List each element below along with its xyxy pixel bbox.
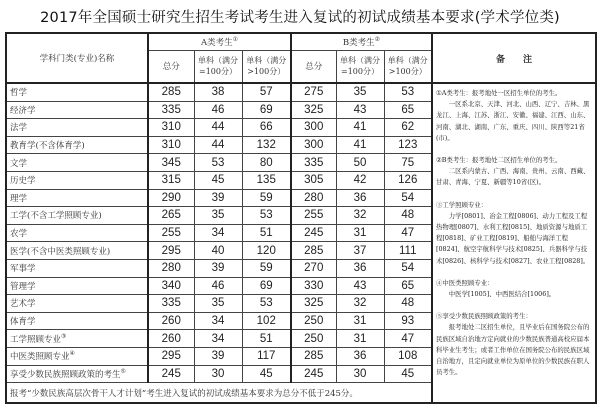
header-a-single-over100: 单科（满分>100分） <box>242 50 291 83</box>
a-total: 260 <box>148 330 194 348</box>
a-single-over100: 53 <box>242 207 291 225</box>
note-block <box>436 278 592 300</box>
b-single-100: 41 <box>336 119 384 137</box>
b-single-over100: 93 <box>384 312 432 330</box>
a-total: 255 <box>148 224 194 242</box>
a-single-over100: 51 <box>242 330 291 348</box>
a-single-100: 39 <box>194 347 242 365</box>
a-single-over100: 69 <box>242 277 291 295</box>
a-total: 295 <box>148 347 194 365</box>
subject-name: 医学(不含中医类照顾专业) <box>6 242 148 260</box>
b-single-over100: 48 <box>384 207 432 225</box>
subject-name: 艺术学 <box>6 295 148 313</box>
b-total: 250 <box>291 330 336 348</box>
a-single-over100: 120 <box>242 242 291 260</box>
b-single-over100: 62 <box>384 119 432 137</box>
subject-name: 体育学 <box>6 312 148 330</box>
b-single-over100: 65 <box>384 101 432 119</box>
a-single-100: 34 <box>194 330 242 348</box>
a-single-100: 44 <box>194 136 242 154</box>
b-total: 255 <box>291 207 336 225</box>
notes-cell <box>432 83 596 403</box>
note-block <box>436 311 592 378</box>
b-single-100: 36 <box>336 189 384 207</box>
a-single-100: 46 <box>194 277 242 295</box>
b-single-over100: 108 <box>384 347 432 365</box>
b-single-over100: 54 <box>384 189 432 207</box>
b-single-100: 31 <box>336 330 384 348</box>
a-single-100: 30 <box>194 365 242 383</box>
subject-name: 教育学(不含体育学) <box>6 136 148 154</box>
a-single-100: 46 <box>194 101 242 119</box>
subject-name: 文学 <box>6 154 148 172</box>
a-single-100: 38 <box>194 83 242 101</box>
a-single-over100: 51 <box>242 224 291 242</box>
a-single-100: 39 <box>194 189 242 207</box>
b-single-over100: 54 <box>384 259 432 277</box>
score-table <box>5 32 597 404</box>
b-single-100: 41 <box>336 136 384 154</box>
a-single-over100: 57 <box>242 83 291 101</box>
b-total: 325 <box>291 295 336 313</box>
subject-name: 管理学 <box>6 277 148 295</box>
a-single-over100: 80 <box>242 154 291 172</box>
note-block <box>436 88 592 144</box>
footer-note: 报考“少数民族高层次骨干人才计划”考生进入复试的初试成绩基本要求为总分不低于245分。 <box>6 383 432 404</box>
a-total: 345 <box>148 154 194 172</box>
a-single-100: 34 <box>194 312 242 330</box>
a-total: 285 <box>148 83 194 101</box>
a-single-over100: 45 <box>242 365 291 383</box>
a-single-over100: 69 <box>242 101 291 119</box>
a-single-100: 40 <box>194 242 242 260</box>
b-single-over100: 53 <box>384 83 432 101</box>
subject-name: 工学(不含工学照顾专业) <box>6 207 148 225</box>
a-single-100: 44 <box>194 119 242 137</box>
b-total: 250 <box>291 312 336 330</box>
a-single-100: 45 <box>194 171 242 189</box>
b-single-100: 31 <box>336 312 384 330</box>
note-body: 二区系内蒙古、广西、海南、贵州、云南、西藏、甘肃、青海、宁夏、新疆等10省(区)。 <box>436 167 590 187</box>
a-total: 335 <box>148 295 194 313</box>
b-single-100: 35 <box>336 83 384 101</box>
note-body: 报考地处二区招生单位，且毕业后在国务院公布的民族区域自治地方定向就业的少数民族普通高校应届本科毕业生考生；或者工作单位在国务院公布的民族区域自治地方，且定向就业单位为原单位的少数民族在职人员考生。 <box>436 323 590 377</box>
a-single-over100: 66 <box>242 119 291 137</box>
b-single-100: 32 <box>336 295 384 313</box>
table-row <box>6 83 596 101</box>
note-heading: ④中医类照顾专业： <box>436 278 494 287</box>
note-heading: ①A类考生：报考地处一区招生单位的考生。 <box>436 89 562 97</box>
b-single-100: 43 <box>336 277 384 295</box>
b-total: 335 <box>291 154 336 172</box>
b-single-100: 30 <box>336 365 384 383</box>
b-total: 285 <box>291 242 336 260</box>
note-block <box>436 200 592 267</box>
a-single-100: 39 <box>194 259 242 277</box>
b-single-100: 32 <box>336 207 384 225</box>
a-total: 340 <box>148 277 194 295</box>
b-single-over100: 126 <box>384 171 432 189</box>
b-single-over100: 47 <box>384 330 432 348</box>
a-total: 245 <box>148 365 194 383</box>
b-total: 275 <box>291 83 336 101</box>
header-group-b: B类考生② <box>291 33 432 50</box>
a-single-over100: 132 <box>242 136 291 154</box>
a-single-over100: 135 <box>242 171 291 189</box>
subject-name: 军事学 <box>6 259 148 277</box>
b-total: 285 <box>291 347 336 365</box>
subject-name: 农学 <box>6 224 148 242</box>
a-total: 335 <box>148 101 194 119</box>
b-single-100: 31 <box>336 224 384 242</box>
b-single-over100: 47 <box>384 224 432 242</box>
subject-name: 中医类照顾专业④ <box>6 347 148 365</box>
a-total: 290 <box>148 189 194 207</box>
a-single-over100: 59 <box>242 259 291 277</box>
note-heading: ⑤享受少数民族照顾政策的考生： <box>436 312 532 321</box>
b-total: 245 <box>291 224 336 242</box>
b-single-100: 37 <box>336 242 384 260</box>
subject-name: 哲学 <box>6 83 148 101</box>
header-b-single-over100: 单科（满分>100分） <box>384 50 432 83</box>
b-single-over100: 45 <box>384 365 432 383</box>
header-b-single-100: 单科（满分=100分） <box>336 50 384 83</box>
header-a-total: 总分 <box>148 50 194 83</box>
subject-name: 经济学 <box>6 101 148 119</box>
header-notes: 备 注 <box>432 33 596 83</box>
a-total: 280 <box>148 259 194 277</box>
note-body: 一区系北京、天津、河北、山西、辽宁、吉林、黑龙江、上海、江苏、浙江、安徽、福建、江西、山东、河南、湖北、湖南、广东、重庆、四川、陕西等21省(市)。 <box>436 100 590 142</box>
header-subject-name: 学科门类(专业)名称 <box>6 33 148 83</box>
note-heading: ③工学照顾专业： <box>436 200 488 209</box>
header-a-single-100: 单科（满分=100分） <box>194 50 242 83</box>
b-total: 300 <box>291 136 336 154</box>
header-b-total: 总分 <box>291 50 336 83</box>
subject-name: 法学 <box>6 119 148 137</box>
a-single-over100: 59 <box>242 189 291 207</box>
b-single-over100: 111 <box>384 242 432 260</box>
a-total: 315 <box>148 171 194 189</box>
a-total: 260 <box>148 312 194 330</box>
b-single-100: 42 <box>336 171 384 189</box>
b-single-over100: 75 <box>384 154 432 172</box>
b-total: 305 <box>291 171 336 189</box>
a-single-100: 34 <box>194 224 242 242</box>
a-single-100: 35 <box>194 295 242 313</box>
a-single-100: 53 <box>194 154 242 172</box>
a-single-over100: 102 <box>242 312 291 330</box>
b-total: 245 <box>291 365 336 383</box>
a-total: 295 <box>148 242 194 260</box>
a-single-100: 35 <box>194 207 242 225</box>
header-group-a: A类考生① <box>148 33 291 50</box>
subject-name: 理学 <box>6 189 148 207</box>
note-body: 中医学[1005]、中西医结合[1006]。 <box>448 290 556 299</box>
b-single-over100: 48 <box>384 295 432 313</box>
note-body: 力学[0801]、冶金工程[0806]、动力工程及工程热物理[0807]、水利工程[0815]、地质资源与地质工程[0818]、矿业工程[0819]、船舶与海洋工程[0824]、航空宇航科学与技术[0825]、兵器科学与技术[0826]、核科学与技术[0827]、农业工程[0828]。 <box>436 211 590 265</box>
subject-name: 工学照顾专业③ <box>6 330 148 348</box>
a-total: 265 <box>148 207 194 225</box>
a-single-over100: 53 <box>242 295 291 313</box>
a-total: 310 <box>148 119 194 137</box>
note-block <box>436 155 592 189</box>
b-single-100: 36 <box>336 347 384 365</box>
a-total: 310 <box>148 136 194 154</box>
b-single-100: 36 <box>336 259 384 277</box>
b-single-over100: 65 <box>384 277 432 295</box>
b-total: 300 <box>291 119 336 137</box>
b-single-100: 43 <box>336 101 384 119</box>
page-title: 2017年全国硕士研究生招生考试考生进入复试的初试成绩基本要求(学术学位类) <box>40 10 560 26</box>
b-total: 330 <box>291 277 336 295</box>
b-single-over100: 123 <box>384 136 432 154</box>
a-single-over100: 117 <box>242 347 291 365</box>
b-total: 325 <box>291 101 336 119</box>
b-total: 280 <box>291 189 336 207</box>
b-total: 270 <box>291 259 336 277</box>
subject-name: 历史学 <box>6 171 148 189</box>
subject-name: 享受少数民族照顾政策的考生⑤ <box>6 365 148 383</box>
note-heading: ②B类考生：报考地处二区招生单位的考生。 <box>436 156 562 165</box>
b-single-100: 50 <box>336 154 384 172</box>
